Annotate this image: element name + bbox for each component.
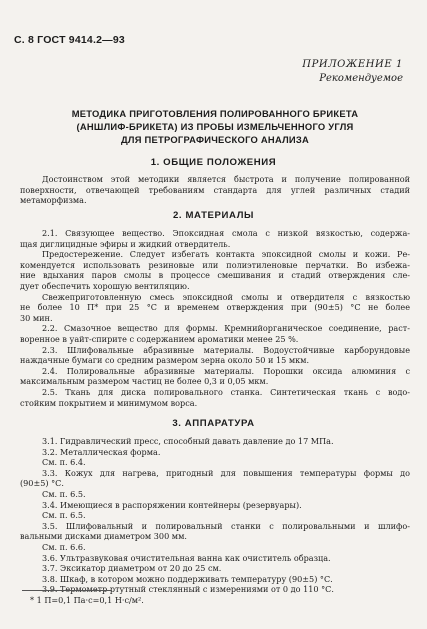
footnote: * 1 П=0,1 Па·с=0,1 Н·с/м². — [30, 595, 144, 605]
document-title — [40, 107, 390, 146]
paragraph-line: 2.3. Шлифовальные абразивные материалы. Водоустойчивые карборундовые — [42, 344, 410, 355]
paragraph-line: См. п. 6.4. — [42, 457, 86, 468]
paragraph-line: не более 10 П* при 25 °С и временем отверждения при (90±5) °С не более — [20, 302, 410, 313]
paragraph-line: Достоинством этой методики является быстрота и получение полированной — [42, 174, 410, 184]
paragraph-line: См. п. 6.5. — [42, 488, 86, 499]
paragraph-line: 3.3. Кожух для нагрева, пригодный для повышения температуры формы до — [42, 467, 410, 478]
paragraph-line: 3.6. Ультразвуковая очистительная ванна как очиститель образца. — [42, 552, 331, 563]
paragraph-line: 2.1. Связующее вещество. Эпоксидная смола с низкой вязкостью, содержа- — [42, 228, 410, 238]
paragraph-line: поверхности, отвечающей требованиям стандарта для углей различных стадий — [20, 184, 410, 195]
paragraph-line: 3.9. Термометр ртутный стеклянный с измерениями от 0 до 110 °С. — [42, 584, 334, 595]
paragraph-line: щая диглицидные эфиры и жидкий отвердитель. — [20, 238, 231, 249]
title-line-2: (АНШЛИФ-БРИКЕТА) ИЗ ПРОБЫ ИЗМЕЛЬЧЕННОГО УГЛЯ — [76, 121, 354, 132]
paragraph-line: 2.4. Полировальные абразивные материалы. Порошки оксида алюминия с — [42, 365, 410, 376]
paragraph-line: См. п. 6.6. — [42, 541, 86, 552]
paragraph-line: ние вдыхания паров смолы в процессе смешивания и стадий отверждения сле- — [20, 270, 410, 281]
section-body-general — [20, 174, 410, 206]
paragraph-line: комендуется использовать резиновые или полиэтиленовые перчатки. Во избежа- — [20, 259, 410, 270]
paragraph-line: 30 мин. — [20, 312, 53, 323]
paragraph-line: 2.5. Ткань для диска полировального станка. Синтетическая ткань с водо- — [42, 386, 410, 397]
section-heading-apparatus: 3. АППАРАТУРА — [172, 418, 255, 429]
paragraph-line: метаморфизма. — [20, 195, 87, 206]
paragraph-line: Предостережение. Следует избегать контакта эпоксидной смолы и кожи. Ре- — [42, 249, 410, 260]
section-body-apparatus — [20, 436, 410, 595]
paragraph-line: стойким покрытием и минимумом ворса. — [20, 397, 198, 408]
section-body-materials — [20, 228, 410, 408]
paragraph-line: наждачные бумаги со средним размером зерна около 50 и 15 мкм. — [20, 355, 310, 366]
paragraph-line: (90±5) °С. — [20, 478, 64, 489]
title-line-1: МЕТОДИКА ПРИГОТОВЛЕНИЯ ПОЛИРОВАННОГО БРИКЕТА — [71, 108, 359, 119]
paragraph-line: 2.2. Смазочное вещество для формы. Кремнийорганическое соединение, раст- — [42, 323, 410, 334]
paragraph-line: максимальным размером частиц не более 0,3 и 0,05 мкм. — [20, 376, 269, 387]
paragraph-line: Свежеприготовленную смесь эпоксидной смолы и отвердителя с вязкостью — [42, 291, 410, 302]
appendix-label — [302, 58, 403, 86]
title-line-3: ДЛЯ ПЕТРОГРАФИЧЕСКОГО АНАЛИЗА — [120, 134, 310, 145]
paragraph-line: 3.8. Шкаф, в котором можно поддерживать температуру (90±5) °С. — [42, 573, 333, 584]
paragraph-line: воренное в уайт-спирите с содержанием ароматики менее 25 %. — [20, 333, 299, 344]
footnote-divider — [22, 590, 112, 591]
paragraph-line: 3.2. Металлическая форма. — [42, 446, 161, 457]
paragraph-line: 3.5. Шлифовальный и полировальный станки с полировальными и шлифо- — [42, 520, 410, 531]
paragraph-line: 3.4. Имеющиеся в распоряжении контейнеры (резервуары). — [42, 499, 302, 510]
paragraph-line: дует обеспечить хорошую вентиляцию. — [20, 280, 190, 291]
paragraph-line: См. п. 6.5. — [42, 510, 86, 521]
paragraph-line: 3.7. Эксикатор диаметром от 20 до 25 см. — [42, 563, 222, 574]
appendix-number: ПРИЛОЖЕНИЕ 1 — [302, 59, 403, 70]
section-heading-general: 1. ОБЩИЕ ПОЛОЖЕНИЯ — [150, 157, 277, 168]
paragraph-line: вальными дисками диаметром 300 мм. — [20, 531, 187, 542]
section-heading-materials: 2. МАТЕРИАЛЫ — [172, 210, 255, 221]
page-header: С. 8 ГОСТ 9414.2—93 — [14, 34, 125, 46]
appendix-status: Рекомендуемое — [319, 73, 403, 84]
paragraph-line: 3.1. Гидравлический пресс, способный давать давление до 17 МПа. — [42, 436, 334, 446]
